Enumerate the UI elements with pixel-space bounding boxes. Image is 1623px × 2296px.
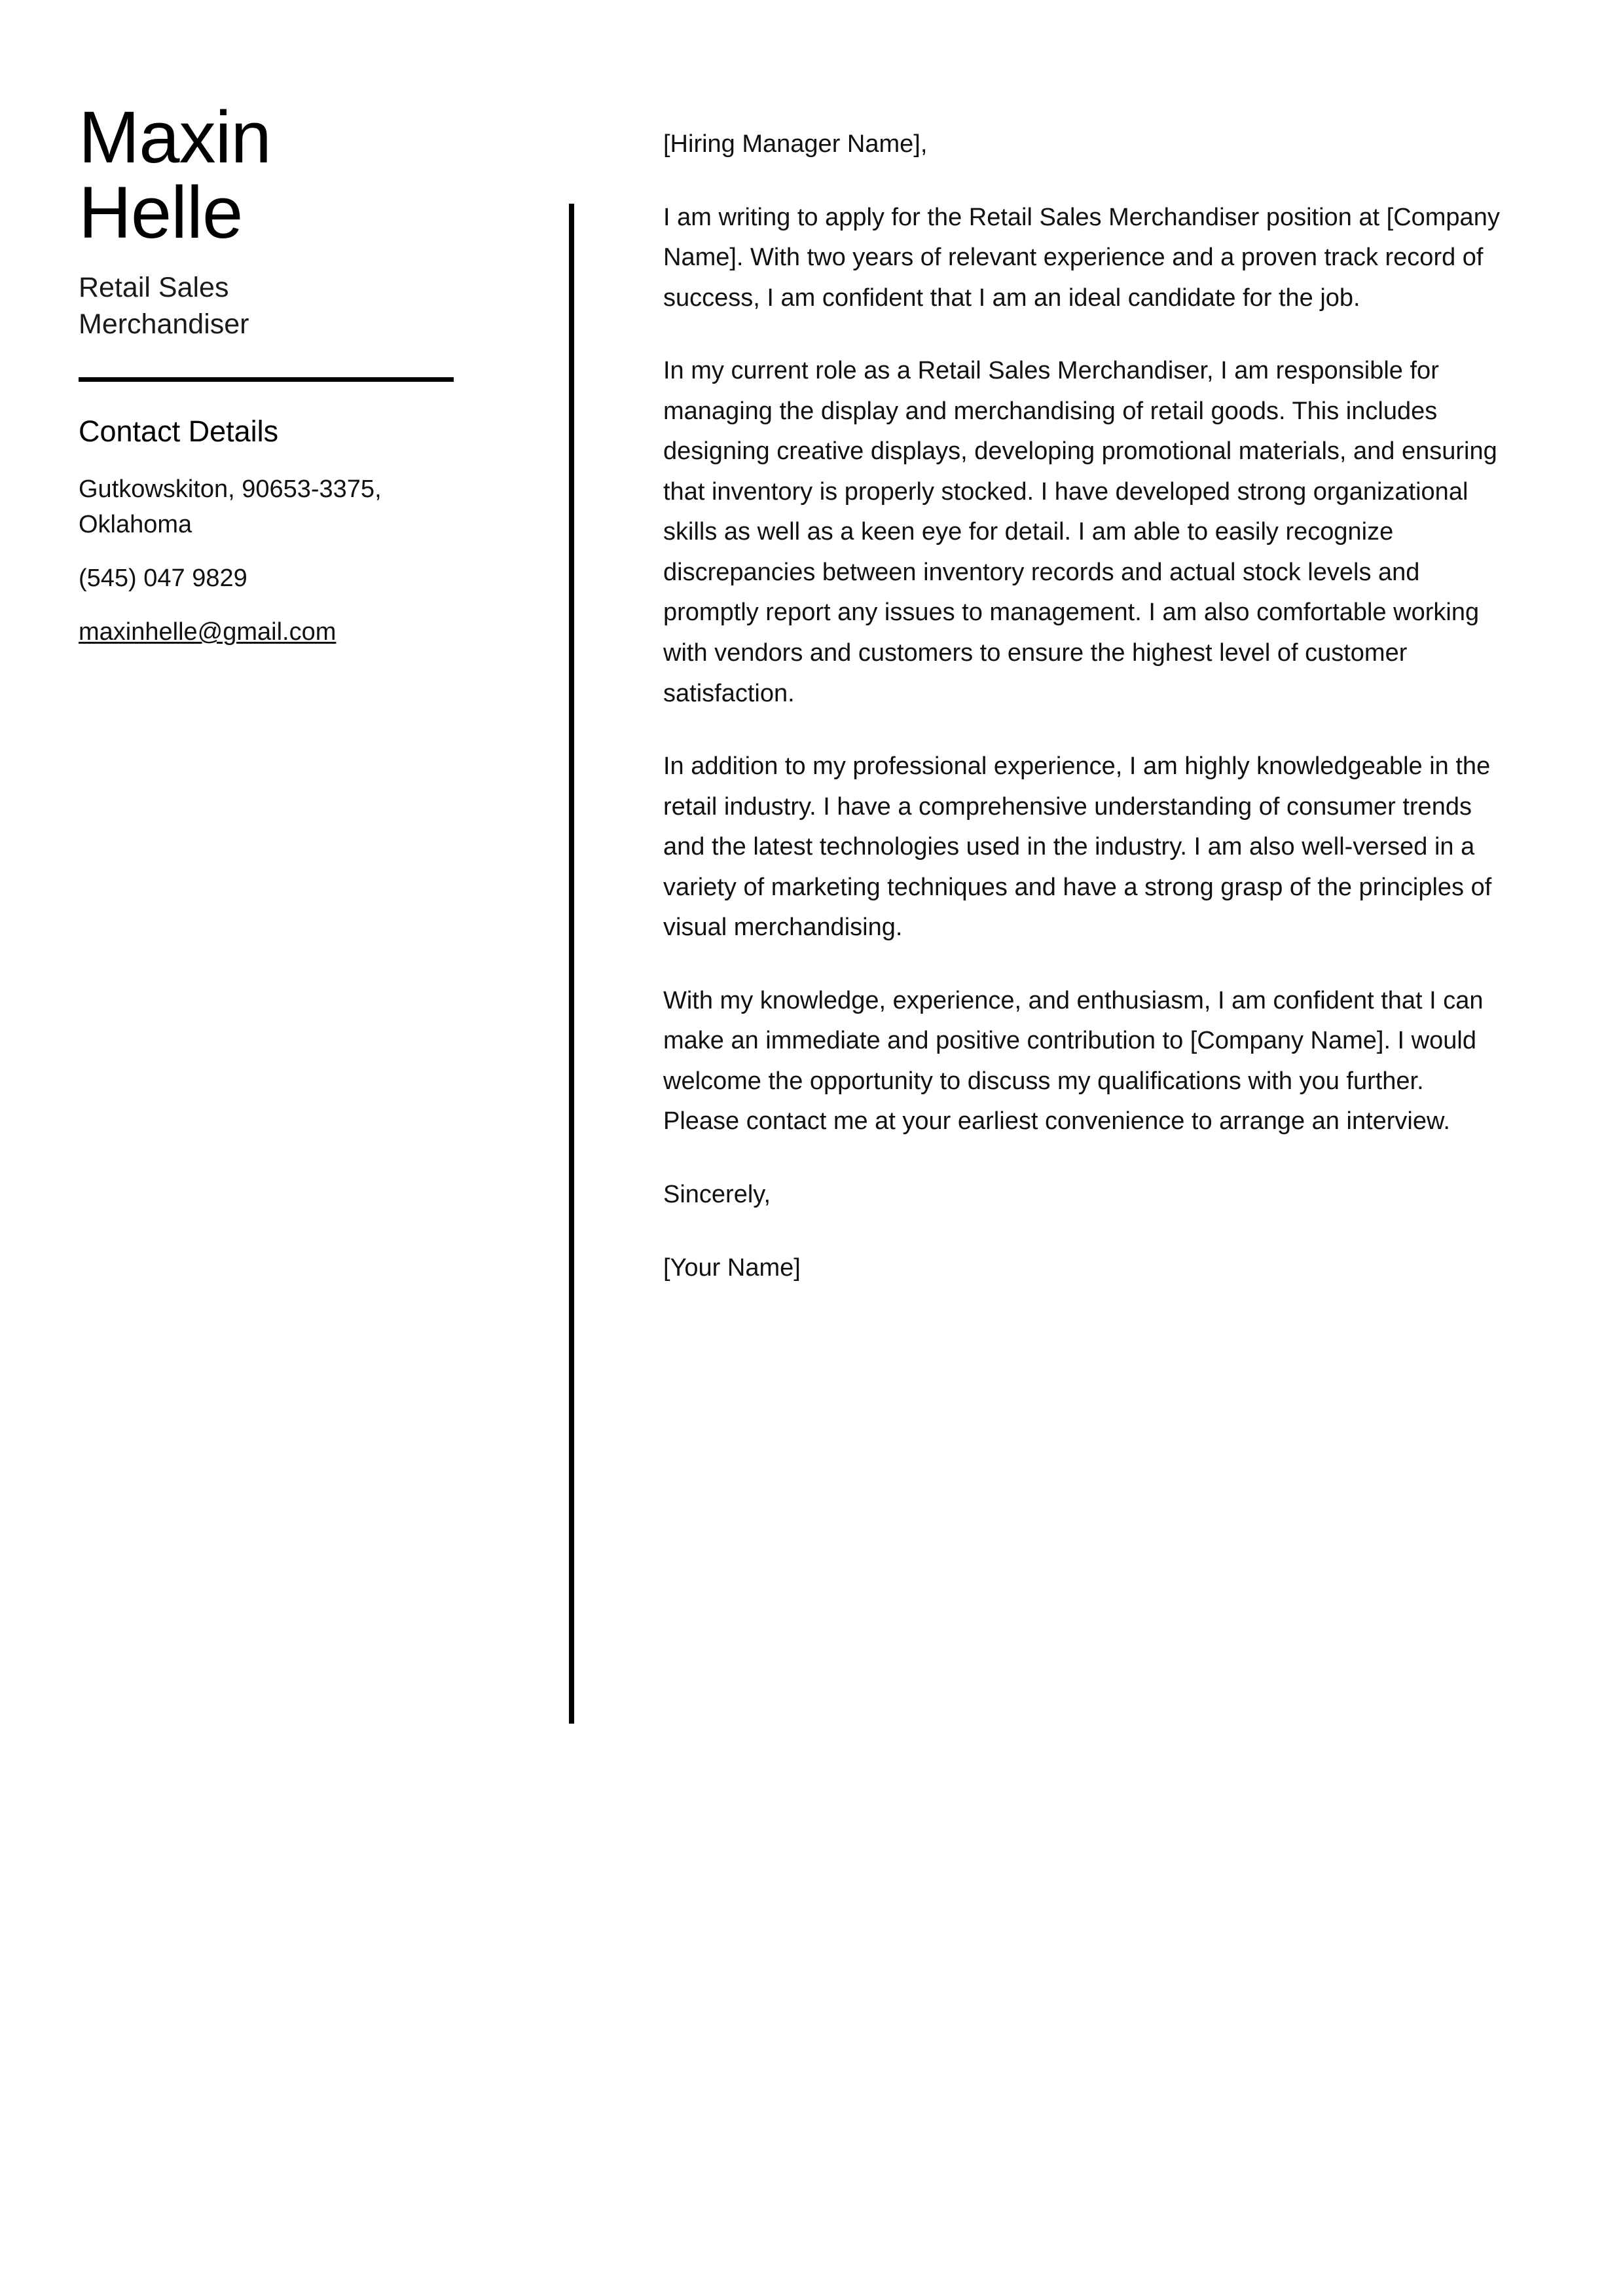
candidate-first-name: Maxin <box>79 96 271 178</box>
contact-email[interactable]: maxinhelle@gmail.com <box>79 618 337 646</box>
letter-salutation: [Hiring Manager Name], <box>663 130 928 158</box>
candidate-job-title: Retail Sales Merchandiser <box>79 271 249 341</box>
vertical-divider-rule <box>569 204 574 1724</box>
candidate-name <box>79 96 471 254</box>
letter-closing: Sincerely, <box>663 1181 771 1209</box>
contact-details-list <box>79 472 471 650</box>
letter-body <box>663 0 1504 1288</box>
letter-paragraph: In my current role as a Retail Sales Merchandiser, I am responsible for managing the display and merchandising of retail goods. This includes designing creative displays, developing promotional materials, and ensuring that inventory is properly stocked. I have developed strong organizational skills as well as a keen eye for detail. I am able to easily recognize discrepancies between inventory records and actual stock levels and promptly report any issues to management. I am also comfortable working with vendors and customers to ensure the highest level of customer satisfaction. <box>663 357 1497 707</box>
letter-paragraph: In addition to my professional experience, I am highly knowledgeable in the retail industry. I have a comprehensive understanding of consumer trends and the latest technologies used in the industry. I am also well-versed in a variety of marketing techniques and have a strong grasp of the principles of visual merchandising. <box>663 752 1492 942</box>
letter-paragraph: I am writing to apply for the Retail Sales Merchandiser position at [Company Name]. With two years of relevant experience and a proven track record of success, I am confident that I am an ideal candidate for the job. <box>663 203 1500 312</box>
contact-phone[interactable]: (545) 047 9829 <box>79 565 247 593</box>
letter-signature: [Your Name] <box>663 1253 801 1282</box>
contact-address: Gutkowskiton, 90653-3375, Oklahoma <box>79 475 382 539</box>
candidate-last-name: Helle <box>79 172 243 254</box>
sidebar <box>79 0 471 669</box>
contact-details-heading: Contact Details <box>79 415 279 449</box>
sidebar-horizontal-rule <box>79 377 454 382</box>
letter-paragraph: With my knowledge, experience, and enthusiasm, I am confident that I can make an immediate and positive contribution to [Company Name]. I would welcome the opportunity to discuss my qualifications with you further. Please contact me at your earliest convenience to arrange an interview. <box>663 986 1484 1136</box>
